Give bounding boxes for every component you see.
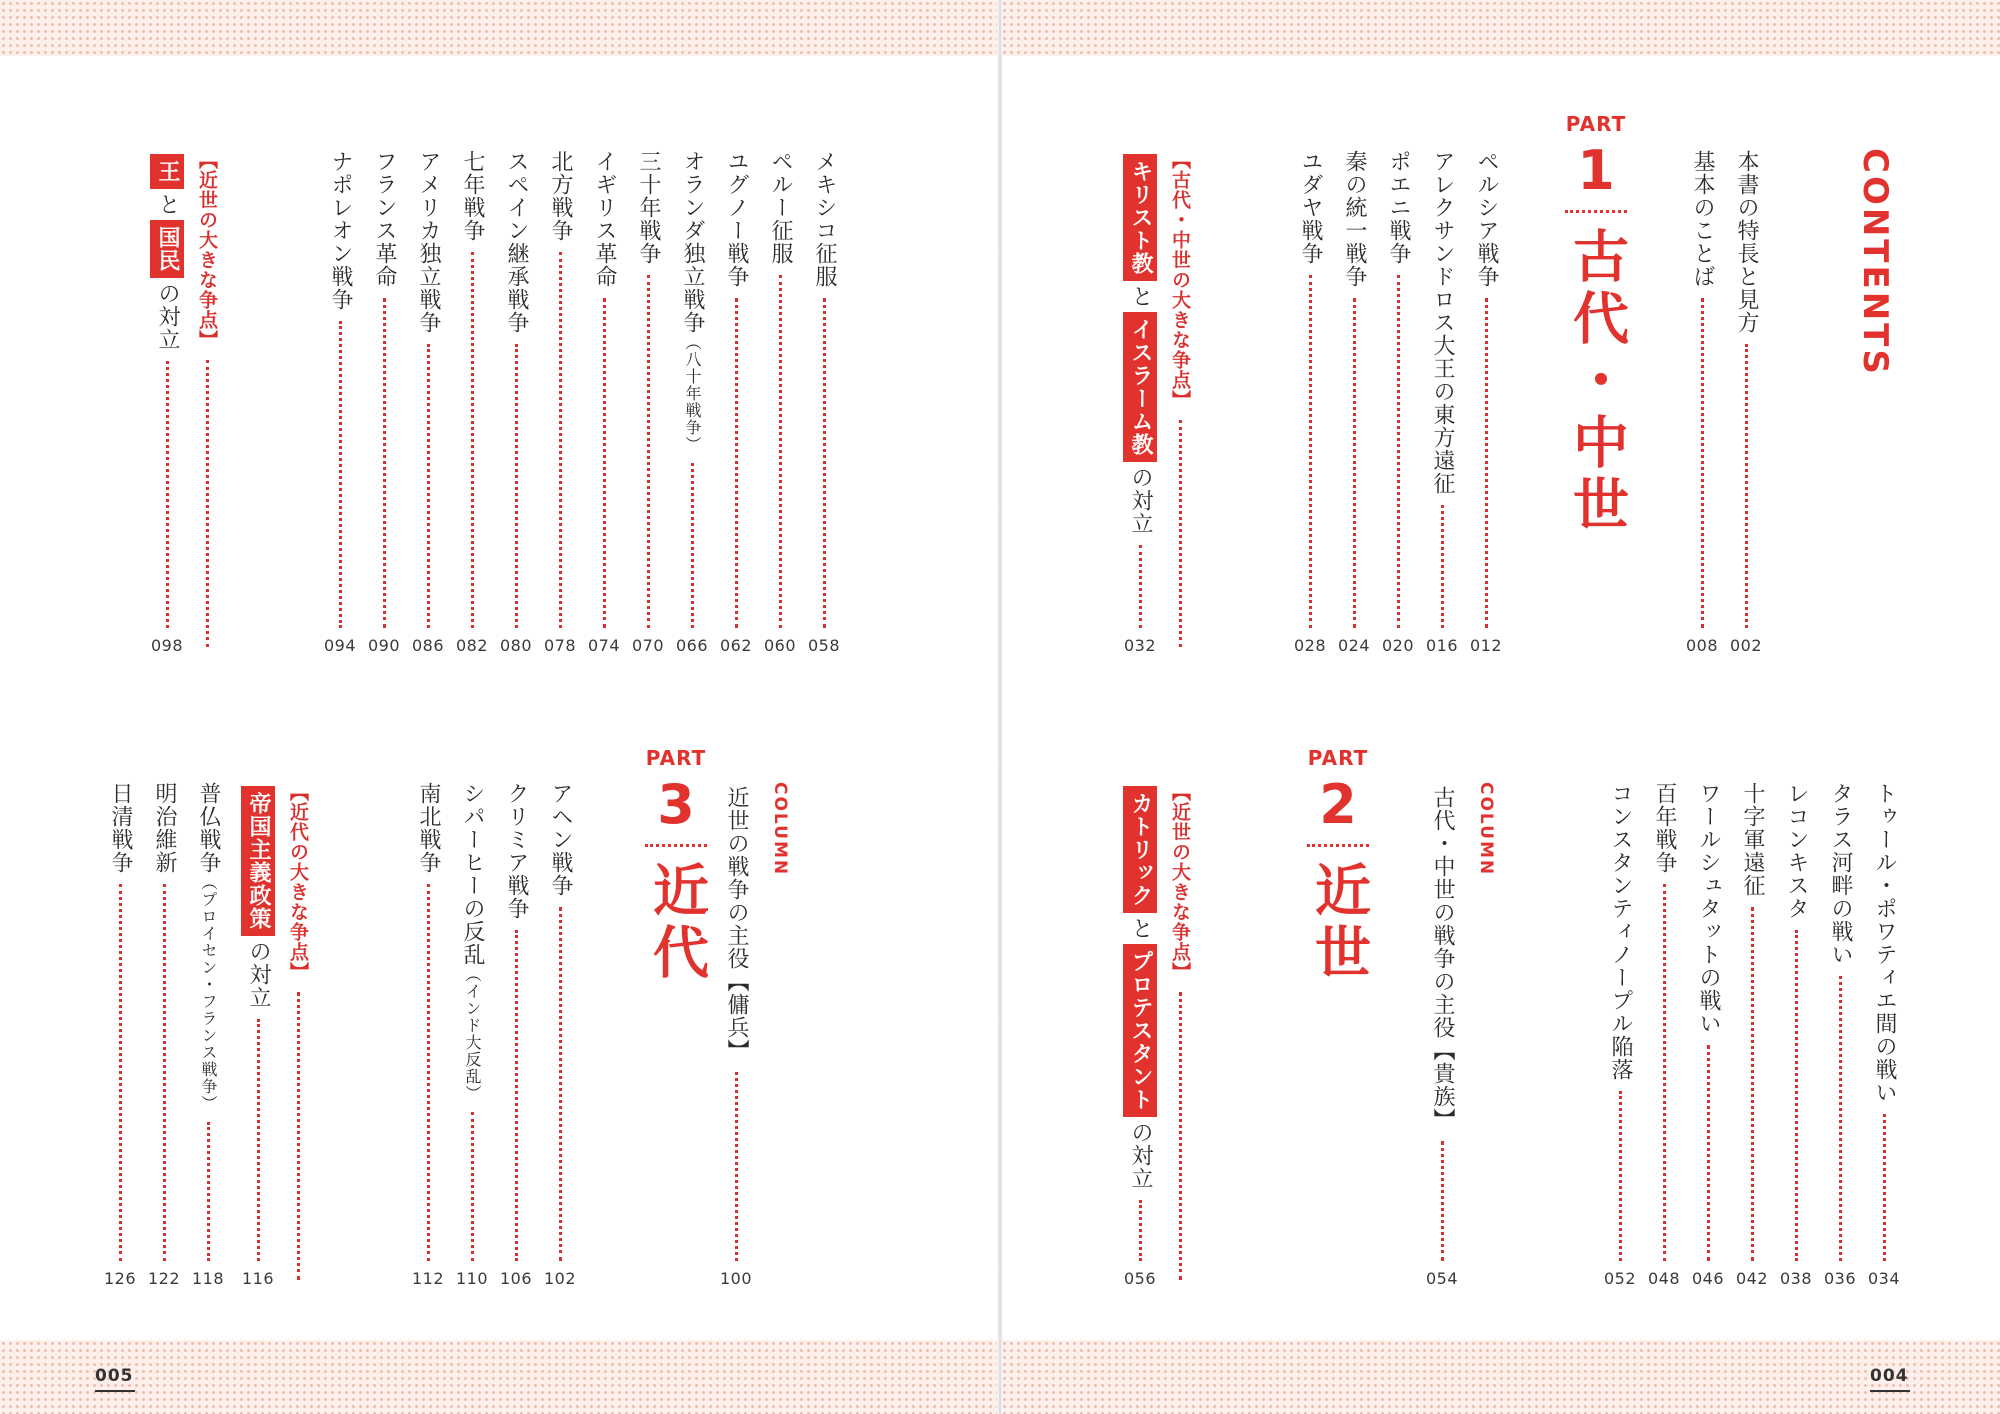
leader-dots bbox=[166, 361, 169, 628]
leader-dots bbox=[735, 1072, 738, 1261]
toc-column-entry[interactable] bbox=[1471, 782, 1501, 1288]
toc-entry[interactable] bbox=[1693, 782, 1723, 1288]
entry-title: 本書の特長と見方 bbox=[1734, 150, 1759, 334]
entry-title: 七年戦争 bbox=[460, 150, 485, 242]
entry-title: 十字軍遠征 bbox=[1740, 782, 1765, 897]
part-label: PART bbox=[1307, 746, 1369, 770]
entry-title: クリミア戦争 bbox=[504, 782, 529, 920]
page-number: 034 bbox=[1867, 1269, 1901, 1288]
leader-dots bbox=[1701, 298, 1704, 628]
toc-entry[interactable] bbox=[545, 782, 575, 1288]
toc-entry[interactable] bbox=[1427, 150, 1457, 655]
leader-dots bbox=[779, 275, 782, 628]
leader-dots bbox=[207, 1122, 210, 1261]
toc-issue-entry[interactable] bbox=[190, 150, 224, 655]
entry-title: アメリカ独立戦争 bbox=[416, 150, 441, 334]
page-number: 048 bbox=[1647, 1269, 1681, 1288]
entry-title: アレクサンドロス大王の東方遠征 bbox=[1430, 150, 1455, 495]
leader-dots bbox=[515, 344, 518, 628]
leader-dots bbox=[1745, 344, 1748, 628]
page-number: 080 bbox=[499, 636, 533, 655]
issue-chip: イスラーム教 bbox=[1123, 312, 1157, 462]
page-number: 100 bbox=[719, 1269, 753, 1288]
page-gutter bbox=[997, 0, 1003, 1414]
issue-suffix: の対立 bbox=[155, 282, 180, 351]
leader-dots bbox=[471, 252, 474, 628]
page-number: 008 bbox=[1685, 636, 1719, 655]
page-number: 020 bbox=[1381, 636, 1415, 655]
entry-subtitle: （プロイセン・フランス戦争） bbox=[199, 874, 218, 1112]
column-label: COLUMN bbox=[1476, 782, 1496, 877]
page-number: 102 bbox=[543, 1269, 577, 1288]
entry-title: ワールシュタットの戦い bbox=[1696, 782, 1721, 1035]
page-number: 078 bbox=[543, 636, 577, 655]
toc-entry[interactable] bbox=[413, 782, 443, 1288]
page-number: 024 bbox=[1337, 636, 1371, 655]
leader-dots bbox=[1795, 930, 1798, 1261]
issue-suffix: の対立 bbox=[1128, 1121, 1153, 1190]
page-number: 074 bbox=[587, 636, 621, 655]
issue-suffix: の対立 bbox=[1128, 466, 1153, 535]
page-number: 016 bbox=[1425, 636, 1459, 655]
page-number: 038 bbox=[1779, 1269, 1813, 1288]
leader-dots bbox=[559, 252, 562, 628]
leader-dots bbox=[1441, 505, 1444, 628]
issue-connector: と bbox=[155, 193, 180, 216]
leader-dots bbox=[1139, 1200, 1142, 1261]
page-number: 032 bbox=[1123, 636, 1157, 655]
column-title-text: 古代・中世の戦争の主役 bbox=[1430, 786, 1455, 1039]
page-number: 058 bbox=[807, 636, 841, 655]
page-number: 106 bbox=[499, 1269, 533, 1288]
toc-issue-entry[interactable] bbox=[1163, 150, 1197, 655]
page-number: 002 bbox=[1729, 636, 1763, 655]
entry-title: 明治維新 bbox=[152, 782, 177, 874]
leader-dots bbox=[206, 360, 209, 647]
issue-chip: 国民 bbox=[150, 220, 184, 278]
page-number: 118 bbox=[191, 1269, 225, 1288]
toc-entry[interactable] bbox=[105, 782, 135, 1288]
entry-title: ポエニ戦争 bbox=[1386, 150, 1411, 265]
page-number: 036 bbox=[1823, 1269, 1857, 1288]
part-3-header bbox=[636, 746, 716, 985]
entry-title: オランダ独立戦争 bbox=[680, 150, 705, 334]
page-number: 066 bbox=[675, 636, 709, 655]
toc-entry[interactable] bbox=[809, 150, 839, 655]
page-number: 060 bbox=[763, 636, 797, 655]
part-title: 近世 bbox=[1306, 861, 1371, 985]
leader-dots bbox=[1309, 275, 1312, 628]
leader-dots bbox=[1751, 907, 1754, 1261]
issue-bracket-label: 【近世の大きな争点】 bbox=[1169, 782, 1191, 982]
entry-title: 三十年戦争 bbox=[636, 150, 661, 265]
page-number: 126 bbox=[103, 1269, 137, 1288]
column-bracket-word: 【傭兵】 bbox=[724, 970, 749, 1062]
toc-issue-entry[interactable] bbox=[281, 782, 315, 1288]
toc-entry[interactable] bbox=[1295, 150, 1325, 655]
entry-title: メキシコ征服 bbox=[812, 150, 837, 288]
leader-dots bbox=[1707, 1045, 1710, 1261]
toc-entry[interactable] bbox=[1687, 150, 1717, 655]
toc-entry[interactable] bbox=[457, 150, 487, 655]
toc-entry[interactable] bbox=[1339, 150, 1369, 655]
entry-title: トゥール・ポワティエ間の戦い bbox=[1872, 782, 1897, 1104]
entry-title: アヘン戦争 bbox=[548, 782, 573, 897]
entry-title: イギリス革命 bbox=[592, 150, 617, 288]
issue-title bbox=[1125, 150, 1155, 655]
issue-chip: キリスト教 bbox=[1123, 154, 1157, 281]
issue-bracket-label: 【古代・中世の大きな争点】 bbox=[1169, 150, 1191, 410]
leader-dots bbox=[471, 1112, 474, 1261]
leader-dots bbox=[257, 1019, 260, 1261]
toc-entry[interactable] bbox=[1605, 782, 1635, 1288]
toc-entry[interactable] bbox=[149, 782, 179, 1288]
toc-entry[interactable] bbox=[501, 150, 531, 655]
page-number: 086 bbox=[411, 636, 445, 655]
page-number: 054 bbox=[1425, 1269, 1459, 1288]
leader-dots bbox=[1397, 275, 1400, 628]
part-rule bbox=[1565, 210, 1627, 213]
toc-issue-entry[interactable] bbox=[1163, 782, 1197, 1288]
toc-entry[interactable] bbox=[1383, 150, 1413, 655]
entry-title: 秦の統一戦争 bbox=[1342, 150, 1367, 288]
toc-entry[interactable] bbox=[1649, 782, 1679, 1288]
leader-dots bbox=[383, 298, 386, 628]
leader-dots bbox=[1139, 545, 1142, 628]
entry-subtitle: （インド大反乱） bbox=[463, 966, 482, 1102]
column-label: COLUMN bbox=[770, 782, 790, 877]
leader-dots bbox=[119, 884, 122, 1261]
entry-title: ペルシア戦争 bbox=[1474, 150, 1499, 288]
entry-title: 南北戦争 bbox=[416, 782, 441, 874]
entry-title: フランス革命 bbox=[372, 150, 397, 288]
leader-dots bbox=[515, 930, 518, 1261]
entry-title: 基本のことば bbox=[1690, 150, 1715, 288]
issue-connector: と bbox=[1128, 285, 1153, 308]
leader-dots bbox=[427, 884, 430, 1261]
entry-title: ユグノー戦争 bbox=[724, 150, 749, 288]
page-number: 090 bbox=[367, 636, 401, 655]
part-rule bbox=[645, 844, 707, 847]
leader-dots bbox=[427, 344, 430, 628]
part-rule bbox=[1307, 844, 1369, 847]
leader-dots bbox=[1441, 1141, 1444, 1261]
leader-dots bbox=[1883, 1114, 1886, 1261]
page-number: 094 bbox=[323, 636, 357, 655]
leader-dots bbox=[1619, 1091, 1622, 1261]
issue-chip: プロテスタント bbox=[1123, 944, 1157, 1117]
page-number: 052 bbox=[1603, 1269, 1637, 1288]
part-number: 2 bbox=[1319, 773, 1357, 836]
leader-dots bbox=[1179, 420, 1182, 647]
entry-title: 北方戦争 bbox=[548, 150, 573, 242]
column-title-text: 近世の戦争の主役 bbox=[724, 786, 749, 970]
part-2-header bbox=[1298, 746, 1378, 985]
leader-dots bbox=[1485, 298, 1488, 628]
page-number: 112 bbox=[411, 1269, 445, 1288]
toc-entry[interactable] bbox=[1825, 782, 1855, 1288]
contents-heading: CONTENTS bbox=[1855, 148, 1895, 377]
toc-column-entry[interactable] bbox=[765, 782, 795, 1288]
toc-entry[interactable] bbox=[325, 150, 355, 655]
page-number-left: 005 bbox=[95, 1366, 135, 1392]
page-number: 122 bbox=[147, 1269, 181, 1288]
toc-entry[interactable] bbox=[633, 150, 663, 655]
entry-title: シパーヒーの反乱 bbox=[460, 782, 485, 966]
page-number: 082 bbox=[455, 636, 489, 655]
entry-subtitle: （八十年戦争） bbox=[683, 334, 702, 453]
entry-title: 百年戦争 bbox=[1652, 782, 1677, 874]
part-1-header bbox=[1556, 112, 1636, 537]
leader-dots bbox=[1353, 298, 1356, 628]
leader-dots bbox=[163, 884, 166, 1261]
toc-entry[interactable] bbox=[413, 150, 443, 655]
page-number-right: 004 bbox=[1870, 1366, 1910, 1392]
entry-title: スペイン継承戦争 bbox=[504, 150, 529, 334]
page-number: 116 bbox=[241, 1269, 275, 1288]
page-number: 046 bbox=[1691, 1269, 1725, 1288]
issue-bracket-label: 【近世の大きな争点】 bbox=[196, 150, 218, 350]
toc-entry[interactable] bbox=[1731, 150, 1761, 655]
entry-title: タラス河畔の戦い bbox=[1828, 782, 1853, 966]
entry-title: ユダヤ戦争 bbox=[1298, 150, 1323, 265]
page-number: 012 bbox=[1469, 636, 1503, 655]
leader-dots bbox=[559, 907, 562, 1261]
entry-title: 普仏戦争 bbox=[196, 782, 221, 874]
leader-dots bbox=[647, 275, 650, 628]
issue-connector: と bbox=[1128, 917, 1153, 940]
toc-entry[interactable] bbox=[1781, 782, 1811, 1288]
page-number: 056 bbox=[1123, 1269, 1157, 1288]
page-number: 062 bbox=[719, 636, 753, 655]
part-number: 1 bbox=[1577, 139, 1615, 202]
leader-dots bbox=[691, 463, 694, 628]
column-title bbox=[721, 786, 751, 1288]
part-number: 3 bbox=[657, 773, 695, 836]
part-label: PART bbox=[1565, 112, 1627, 136]
toc-entry[interactable] bbox=[193, 782, 223, 1288]
toc-entry[interactable] bbox=[765, 150, 795, 655]
part-title: 古代・中世 bbox=[1564, 227, 1629, 537]
leader-dots bbox=[339, 321, 342, 628]
leader-dots bbox=[603, 298, 606, 628]
page-number: 098 bbox=[150, 636, 184, 655]
toc-entry[interactable] bbox=[369, 150, 399, 655]
leader-dots bbox=[1839, 976, 1842, 1261]
page-number: 028 bbox=[1293, 636, 1327, 655]
leader-dots bbox=[735, 298, 738, 628]
entry-title: コンスタンティノープル陥落 bbox=[1608, 782, 1633, 1081]
toc-entry[interactable] bbox=[1737, 782, 1767, 1288]
issue-bracket-label: 【近代の大きな争点】 bbox=[287, 782, 309, 982]
issue-title bbox=[243, 782, 273, 1288]
leader-dots bbox=[297, 992, 300, 1280]
toc-entry[interactable] bbox=[501, 782, 531, 1288]
entry-title: ナポレオン戦争 bbox=[328, 150, 353, 311]
entry-title: レコンキスタ bbox=[1784, 782, 1809, 920]
leader-dots bbox=[823, 298, 826, 628]
toc-entry[interactable] bbox=[721, 150, 751, 655]
toc-entry[interactable] bbox=[589, 150, 619, 655]
entry-title: 日清戦争 bbox=[108, 782, 133, 874]
issue-chip: 王 bbox=[150, 154, 184, 189]
toc-entry[interactable] bbox=[457, 782, 487, 1288]
page-number: 070 bbox=[631, 636, 665, 655]
issue-title bbox=[1125, 782, 1155, 1288]
entry-title: ペルー征服 bbox=[768, 150, 793, 265]
issue-chip: カトリック bbox=[1123, 786, 1157, 913]
toc-entry[interactable] bbox=[545, 150, 575, 655]
leader-dots bbox=[1179, 992, 1182, 1280]
toc-entry[interactable] bbox=[1869, 782, 1899, 1288]
part-label: PART bbox=[645, 746, 707, 770]
toc-entry[interactable] bbox=[677, 150, 707, 655]
issue-suffix: の対立 bbox=[246, 940, 271, 1009]
leader-dots bbox=[1663, 884, 1666, 1261]
page-number: 110 bbox=[455, 1269, 489, 1288]
column-bracket-word: 【貴族】 bbox=[1430, 1039, 1455, 1131]
issue-title bbox=[152, 150, 182, 655]
column-title bbox=[1427, 786, 1457, 1288]
issue-chip: 帝国主義政策 bbox=[241, 786, 275, 936]
part-title: 近代 bbox=[644, 861, 709, 985]
page-number: 042 bbox=[1735, 1269, 1769, 1288]
toc-entry[interactable] bbox=[1471, 150, 1501, 655]
